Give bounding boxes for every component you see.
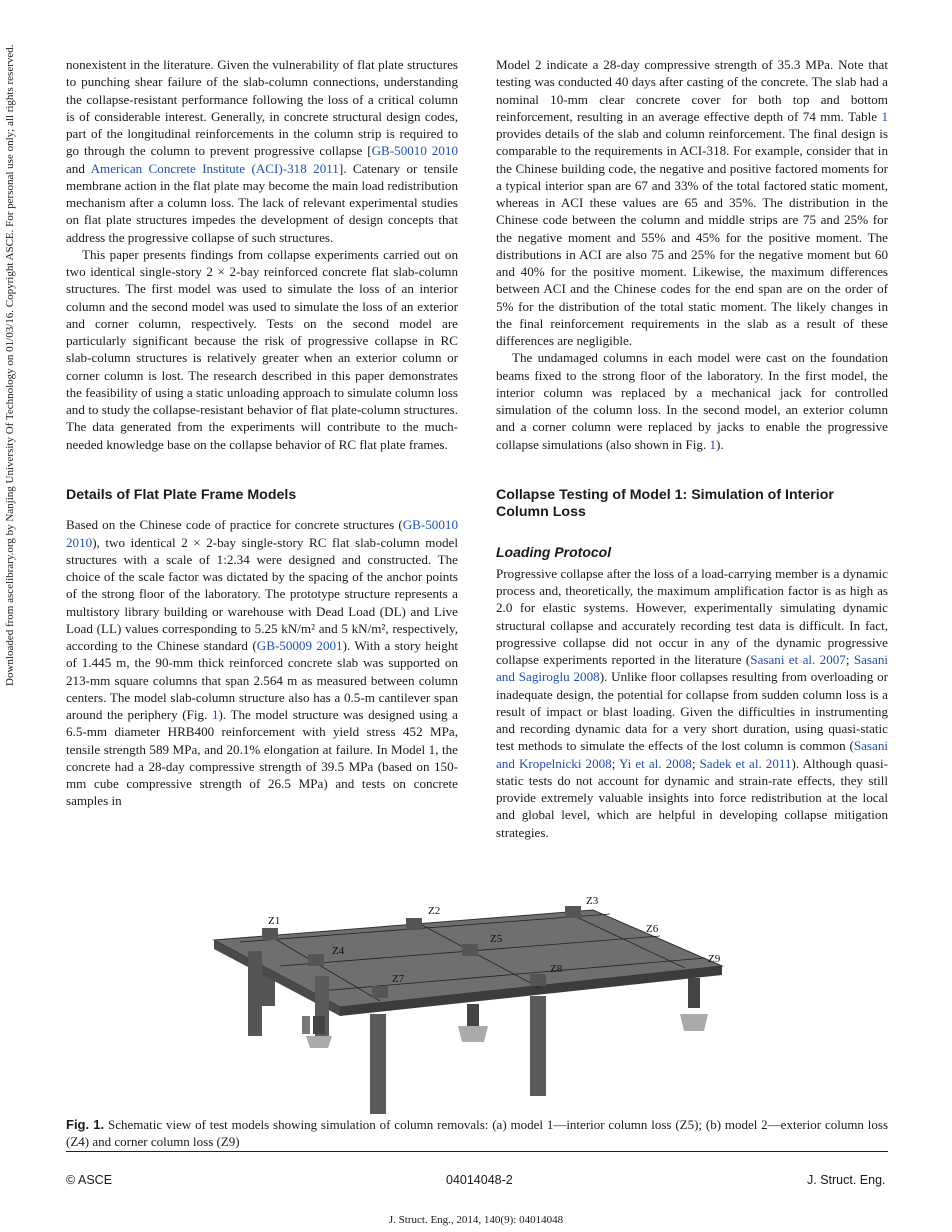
citation-link[interactable]: Sadek et al. 2011	[699, 755, 792, 771]
citation-link[interactable]: GB-50010 2010	[66, 517, 458, 550]
column-label: Z9	[708, 953, 721, 965]
column-label: Z8	[550, 963, 563, 975]
citation-link[interactable]: Sasani et al. 2007	[750, 652, 846, 667]
paragraph-3: Based on the Chinese code of practice for concrete structures (GB-50010 2010), two identical 2 × 2-bay single-story RC flat slab-column model structures with a scale of 1:2.34 were designed and constructed. The choice of the scale factor was dictated by the spacing of the anchor points of the strong floor of the laboratory. The prototype structure represents a multistory library building or warehouse with Dead Load (DL) and Live Load (LL) values corresponding to 5.25 kN/m² and 5 kN/m², respectively, according to the Chinese standard (GB-50009 2001). With a story height of 1.445 m, the 90-mm thick reinforced concrete slab was supported on 213-mm square columns that span 2.564 m as measured between column centers. The model slab-column structure also has a 0.5-m cantilever span around the periphery (Fig. 1). The model structure was designed using a 6.5-mm diameter HRB400 reinforcement with yield stress 452 MPa, tensile strength 589 MPa, and 20.1% elongation at failure. In Model 1, the concrete had a 28-day compressive strength of 39.5 MPa (based on 150-mm cube compressive strength of 26.5 MPa) and tests on concrete samples in	[66, 517, 459, 809]
footer-journal: J. Struct. Eng.	[807, 1173, 886, 1187]
figure-1-schematic	[200, 896, 730, 1116]
column-label: Z7	[392, 973, 405, 985]
section-heading-collapse: Collapse Testing of Model 1: Simulation of Interior Column Loss	[496, 486, 834, 521]
download-notice: Downloaded from ascelibrary.org by Nanjing University Of Technology on 01/03/16. Copyright ASCE. For personal use only; all rights reserved.	[4, 44, 16, 686]
left-column	[66, 56, 458, 810]
citation-link[interactable]: GB-50010 2010	[371, 143, 458, 159]
column-label: Z6	[646, 923, 659, 935]
citation-link[interactable]: Sasani and Sagiroglu 2008	[496, 652, 888, 685]
paragraph-6: Progressive collapse after the loss of a load-carrying member is a dynamic process and, theoretically, the maximum amplification factor is as high as 2.0 for elastic systems. However, experimentally simulating dynamic structural collapse and accurately recording test data is difficult. In fact, progressive collapse did not occur in any of the dynamic progressive collapse experiments reported in the literature (Sasani et al. 2007; Sasani and Sagiroglu 2008). Unlike floor collapses resulting from overloading or inadequate design, the potential for collapse from sudden column loss is a result of impact or blast loading. Given the difficulties in instrumenting and recording dynamic data for a very short duration, using quasi-static test methods to simulate the effects of the lost column is common (Sasani and Kropelnicki 2008; Yi et al. 2008; Sadek et al. 2011). Although quasi-static tests do not account for dynamic and strain-rate effects, they still provide extremely valuable insights into force redistribution at the local and global level, which are helpful in developing collapse mitigation strategies.	[496, 565, 888, 840]
section-heading-details: Details of Flat Plate Frame Models	[66, 486, 297, 503]
column-label: Z5	[490, 933, 503, 945]
figure-caption: Fig. 1. Schematic view of test models showing simulation of column removals: (a) model 1—interior column loss (Z5); (b) model 2—exterior column loss (Z4) and corner column loss (Z9)	[66, 1117, 888, 1149]
citation-link[interactable]: Yi et al. 2008	[618, 755, 692, 771]
paragraph-2: This paper presents findings from collapse experiments carried out on two identical single-story 2 × 2-bay reinforced concrete flat slab-column structures. The first model was used to simulate the loss of an interior column and the second model was used to simulate the loss of an exterior and corner column, respectively. Tests on the second model are particularly significant because the risk of progressive collapse in RC slab-column structures is relatively greater when an exterior column or corner column is lost. The research described in this paper demonstrates the feasibility of using a static unloading approach to simulate column loss and to study the collapse-resistant behavior of flat plate-column structures. The data generated from the experiments will contribute to the much-needed knowledge base on the collapse behavior of RC flat plate frames.	[66, 246, 458, 452]
paragraph-1: nonexistent in the literature. Given the vulnerability of flat plate structures to punching shear failure of the slab-column connections, understanding the collapse-resistant performance following the loss of a critical column is of considerable interest. Generally, in concrete structural design codes, part of the longitudinal reinforcements in the column strip is required to go through the column to prevent progressive collapse [GB-50010 2010 and American Concrete Institute (ACI)-318 2011]. Catenary or tensile membrane action in the flat plate may become the main load redistribution mechanism after a column loss. The lack of relevant experimental studies on flat plate structures impedes the development of design concepts that address the progressive collapse of such structures.	[66, 57, 458, 245]
footer-article-number: 04014048-2	[446, 1173, 513, 1187]
column-label: Z4	[332, 945, 345, 957]
footer-rule	[66, 1151, 888, 1152]
figure-link[interactable]: 1	[709, 436, 717, 452]
bottom-citation: J. Struct. Eng., 2014, 140(9): 04014048	[388, 1214, 564, 1226]
table-link[interactable]: 1	[881, 108, 888, 124]
citation-link[interactable]: American Concrete Institute (ACI)-318 2011	[90, 160, 339, 176]
citation-link[interactable]: Sasani and Kropelnicki 2008	[496, 738, 888, 771]
citation-link[interactable]: GB-50009 2001	[256, 638, 343, 653]
paragraph-4: Model 2 indicate a 28-day compressive strength of 35.3 MPa. Note that testing was conducted 40 days after casting of the concrete. The slab had a nominal 10-mm clear concrete cover for both top and bottom reinforcement, resulting in an average effective depth of 74 mm. Table 1 provides details of the slab and column reinforcement. The final design is comparable to the requirements in ACI-318. For example, consider that in the Chinese building code, the negative and positive factored moments for a typical interior span are 67 and 33% of the total factored static moment, whereas in ACI these values are 65 and 35%. The distribution in the Chinese code between the column and middle strips are 75 and 25% for the negative moment and 55% and 45% for the positive moment. The distributions in ACI are also 75 and 25% for the negative moment but 60 and 40% for the positive moment. Likewise, the maximum differences between ACI and the Chinese codes for the end span are on the order of 5% for the distribution of the total static moment. The likely changes in the final reinforcement requirements in the slab as a result of these differences are negligible.	[496, 57, 888, 348]
paragraph-5: The undamaged columns in each model were cast on the foundation beams fixed to the strong floor of the laboratory. In the first model, the interior column was replaced by a mechanical jack for controlled simulation of the column loss. In the second model, an exterior column and a corner column were replaced by jacks to enable the progressive collapse simulations (also shown in Fig. 1).	[496, 350, 888, 452]
subsection-heading-loading: Loading Protocol	[496, 543, 612, 560]
column-label: Z1	[268, 915, 281, 927]
figure-link[interactable]: 1	[211, 707, 219, 722]
column-label: Z3	[586, 896, 599, 907]
column-label: Z2	[428, 905, 441, 917]
right-column	[496, 56, 888, 841]
footer-copyright: © ASCE	[66, 1173, 113, 1187]
